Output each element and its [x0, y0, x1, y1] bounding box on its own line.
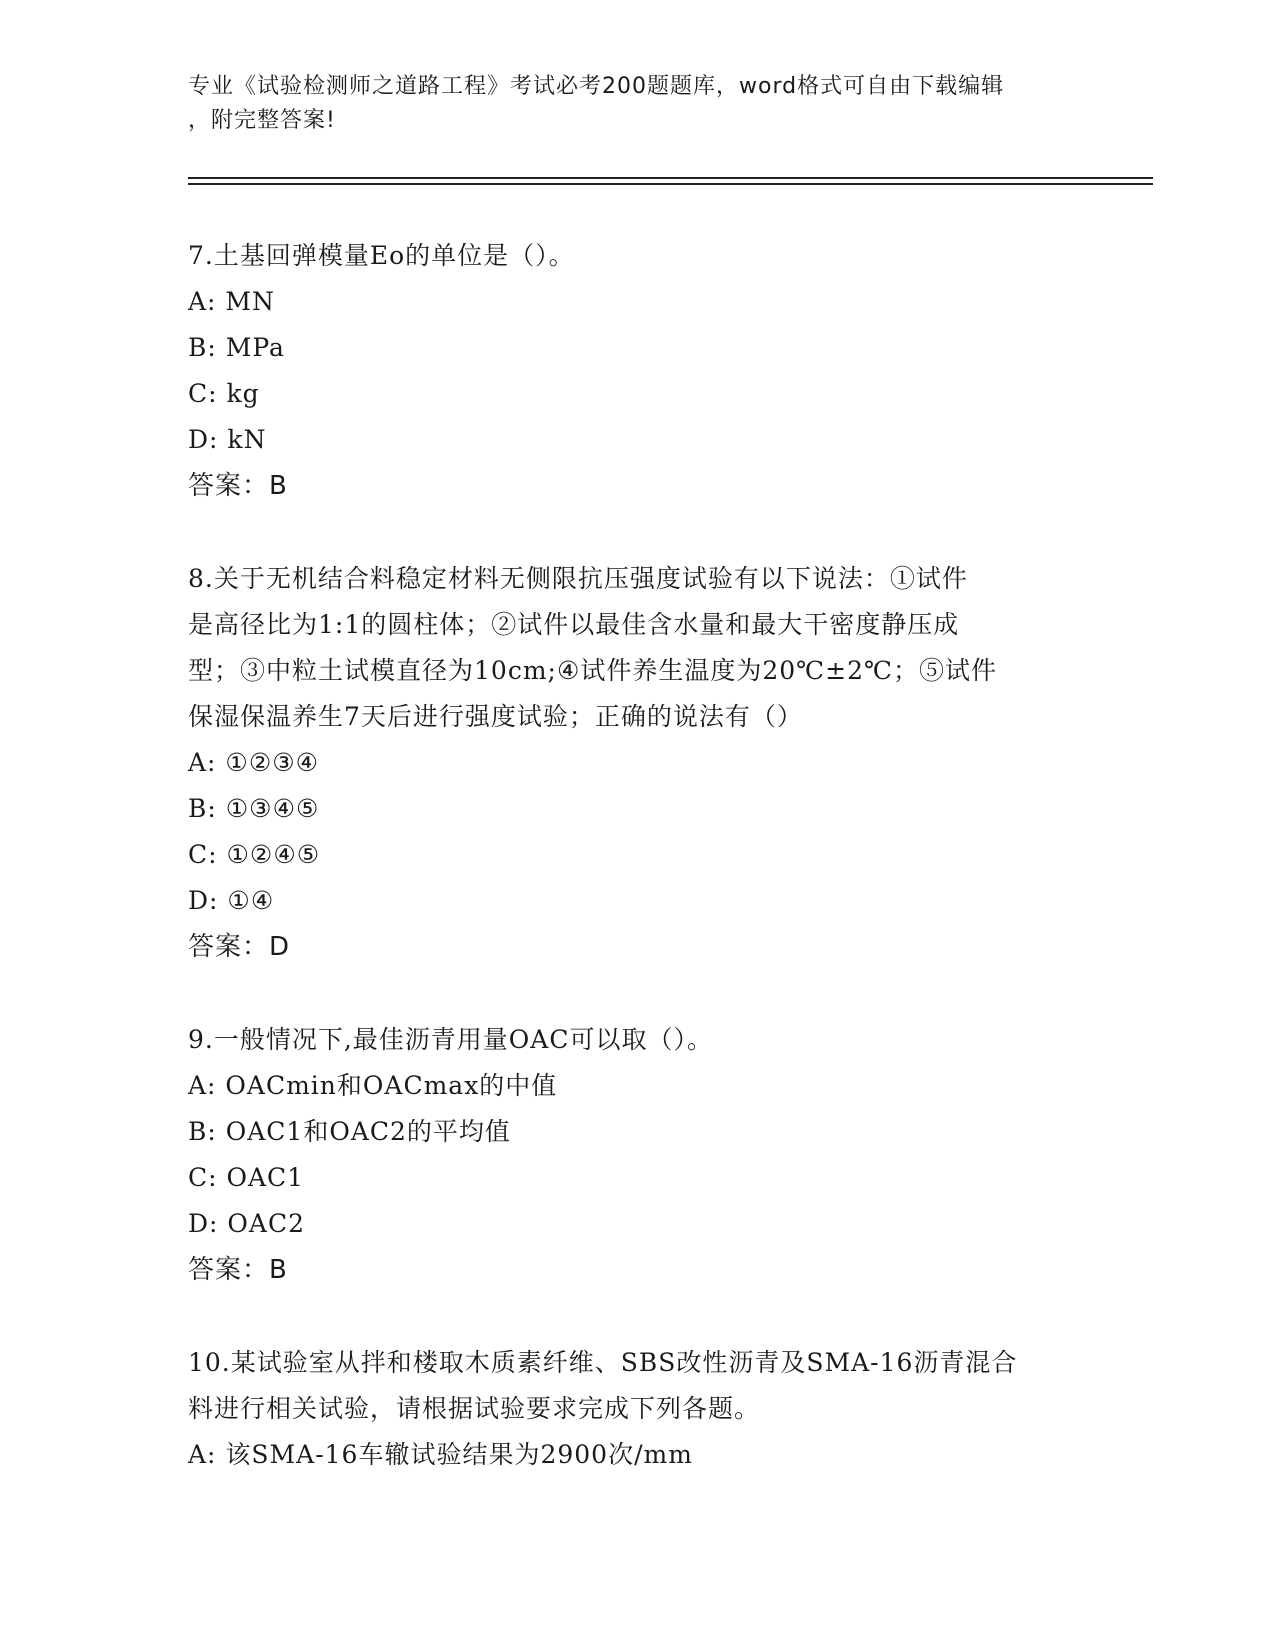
- header-divider-bottom: [188, 183, 1153, 185]
- question-stem: 7.土基回弹模量Eo的单位是（）。: [188, 241, 575, 270]
- option-b: B: MPa: [188, 333, 285, 362]
- option-c: C: OAC1: [188, 1163, 305, 1192]
- question-stem: 保湿保温养生7天后进行强度试验；正确的说法有（）: [188, 702, 803, 731]
- answer-label: 答案：D: [188, 932, 291, 962]
- option-a: A: ①②③④: [188, 748, 320, 777]
- document-header: [188, 70, 1088, 138]
- question-stem: 9.一般情况下,最佳沥青用量OAC可以取（）。: [188, 1025, 713, 1054]
- answer-label: 答案：B: [188, 471, 288, 501]
- question-list: [188, 233, 1088, 1525]
- option-c: C: ①②④⑤: [188, 840, 321, 869]
- question-stem: 是高径比为1:1的圆柱体；②试件以最佳含水量和最大干密度静压成: [188, 610, 960, 639]
- question-stem: 8.关于无机结合料稳定材料无侧限抗压强度试验有以下说法：①试件: [188, 564, 968, 593]
- option-a: A: MN: [188, 287, 275, 316]
- option-a: A: 该SMA-16车辙试验结果为2900次/mm: [188, 1440, 693, 1469]
- header-divider-top: [188, 177, 1153, 179]
- option-d: D: OAC2: [188, 1209, 305, 1238]
- option-d: D: ①④: [188, 886, 275, 915]
- option-a: A: OACmin和OACmax的中值: [188, 1071, 558, 1100]
- option-b: B: ①③④⑤: [188, 794, 320, 823]
- option-d: D: kN: [188, 425, 267, 454]
- header-line-2: ，附完整答案!: [188, 108, 336, 133]
- question-stem: 10.某试验室从拌和楼取木质素纤维、SBS改性沥青及SMA-16沥青混合: [188, 1348, 1018, 1377]
- question-9: [188, 1017, 1088, 1293]
- question-7: [188, 233, 1088, 509]
- option-b: B: OAC1和OAC2的平均值: [188, 1117, 511, 1146]
- answer-label: 答案：B: [188, 1255, 288, 1285]
- question-8: [188, 556, 1088, 970]
- option-c: C: kg: [188, 379, 260, 408]
- question-10: [188, 1340, 1088, 1478]
- header-line-1: 专业《试验检测师之道路工程》考试必考200题题库，word格式可自由下载编辑: [188, 74, 1005, 99]
- question-stem: 料进行相关试验，请根据试验要求完成下列各题。: [188, 1394, 761, 1423]
- question-stem: 型；③中粒土试模直径为10cm;④试件养生温度为20℃±2℃；⑤试件: [188, 656, 997, 685]
